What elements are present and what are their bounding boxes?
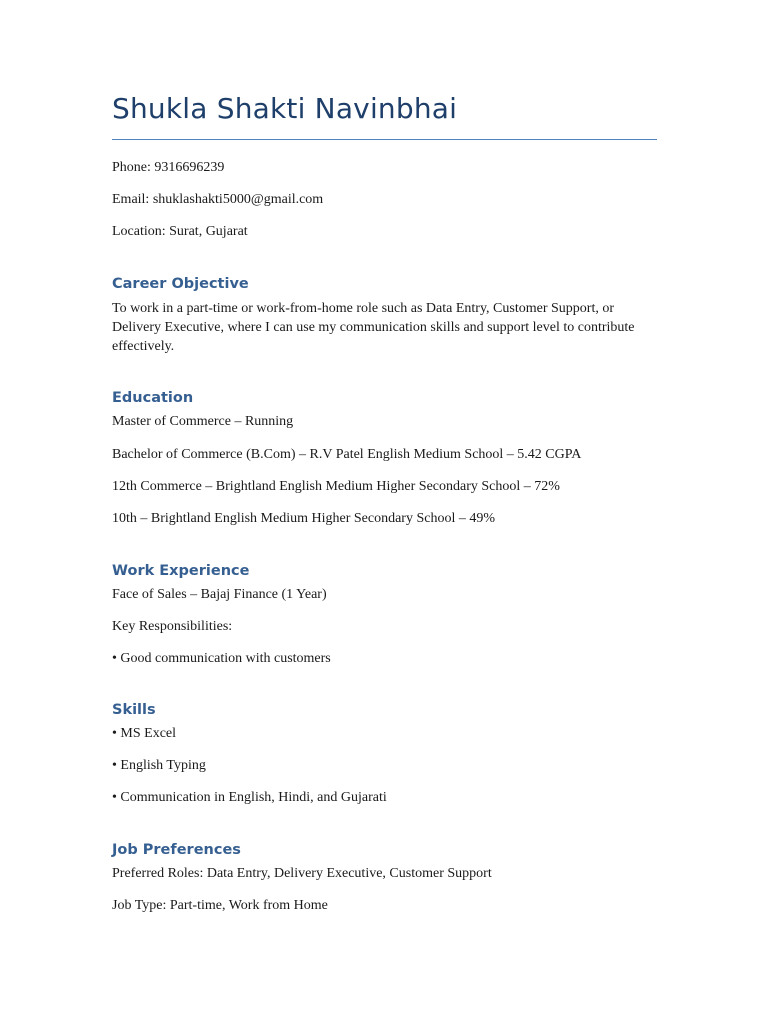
education-item: 12th Commerce – Brightland English Medium Higher Secondary School – 72%: [112, 479, 560, 494]
candidate-name: Shukla Shakti Navinbhai: [112, 92, 458, 125]
education-item: Bachelor of Commerce (B.Com) – R.V Patel English Medium School – 5.42 CGPA: [112, 447, 582, 462]
responsibilities-label: Key Responsibilities:: [112, 619, 233, 634]
job-preferences-heading: Job Preferences: [112, 842, 241, 858]
career-objective-heading: Career Objective: [112, 276, 249, 292]
contact-email: Email: shuklashakti5000@gmail.com: [112, 192, 324, 207]
skills-heading: Skills: [112, 702, 156, 718]
skill-item: • MS Excel: [112, 726, 177, 741]
preferred-roles: Preferred Roles: Data Entry, Delivery Executive, Customer Support: [112, 866, 492, 881]
contact-location: Location: Surat, Gujarat: [112, 224, 248, 239]
skill-item: • Communication in English, Hindi, and Gujarati: [112, 790, 387, 805]
education-item: Master of Commerce – Running: [112, 414, 294, 429]
career-objective-text: To work in a part-time or work-from-home role such as Data Entry, Customer Support, or Delivery Executive, where I can use my communication skills and support level to contribute effectively.: [112, 301, 635, 354]
job-type: Job Type: Part-time, Work from Home: [112, 898, 328, 913]
contact-phone: Phone: 9316696239: [112, 160, 225, 175]
title-underline: [112, 139, 657, 140]
education-heading: Education: [112, 390, 194, 406]
work-experience-heading: Work Experience: [112, 563, 250, 579]
education-item: 10th – Brightland English Medium Higher Secondary School – 49%: [112, 511, 496, 526]
skill-item: • English Typing: [112, 758, 206, 773]
responsibility-item: • Good communication with customers: [112, 651, 331, 666]
work-role: Face of Sales – Bajaj Finance (1 Year): [112, 587, 327, 602]
